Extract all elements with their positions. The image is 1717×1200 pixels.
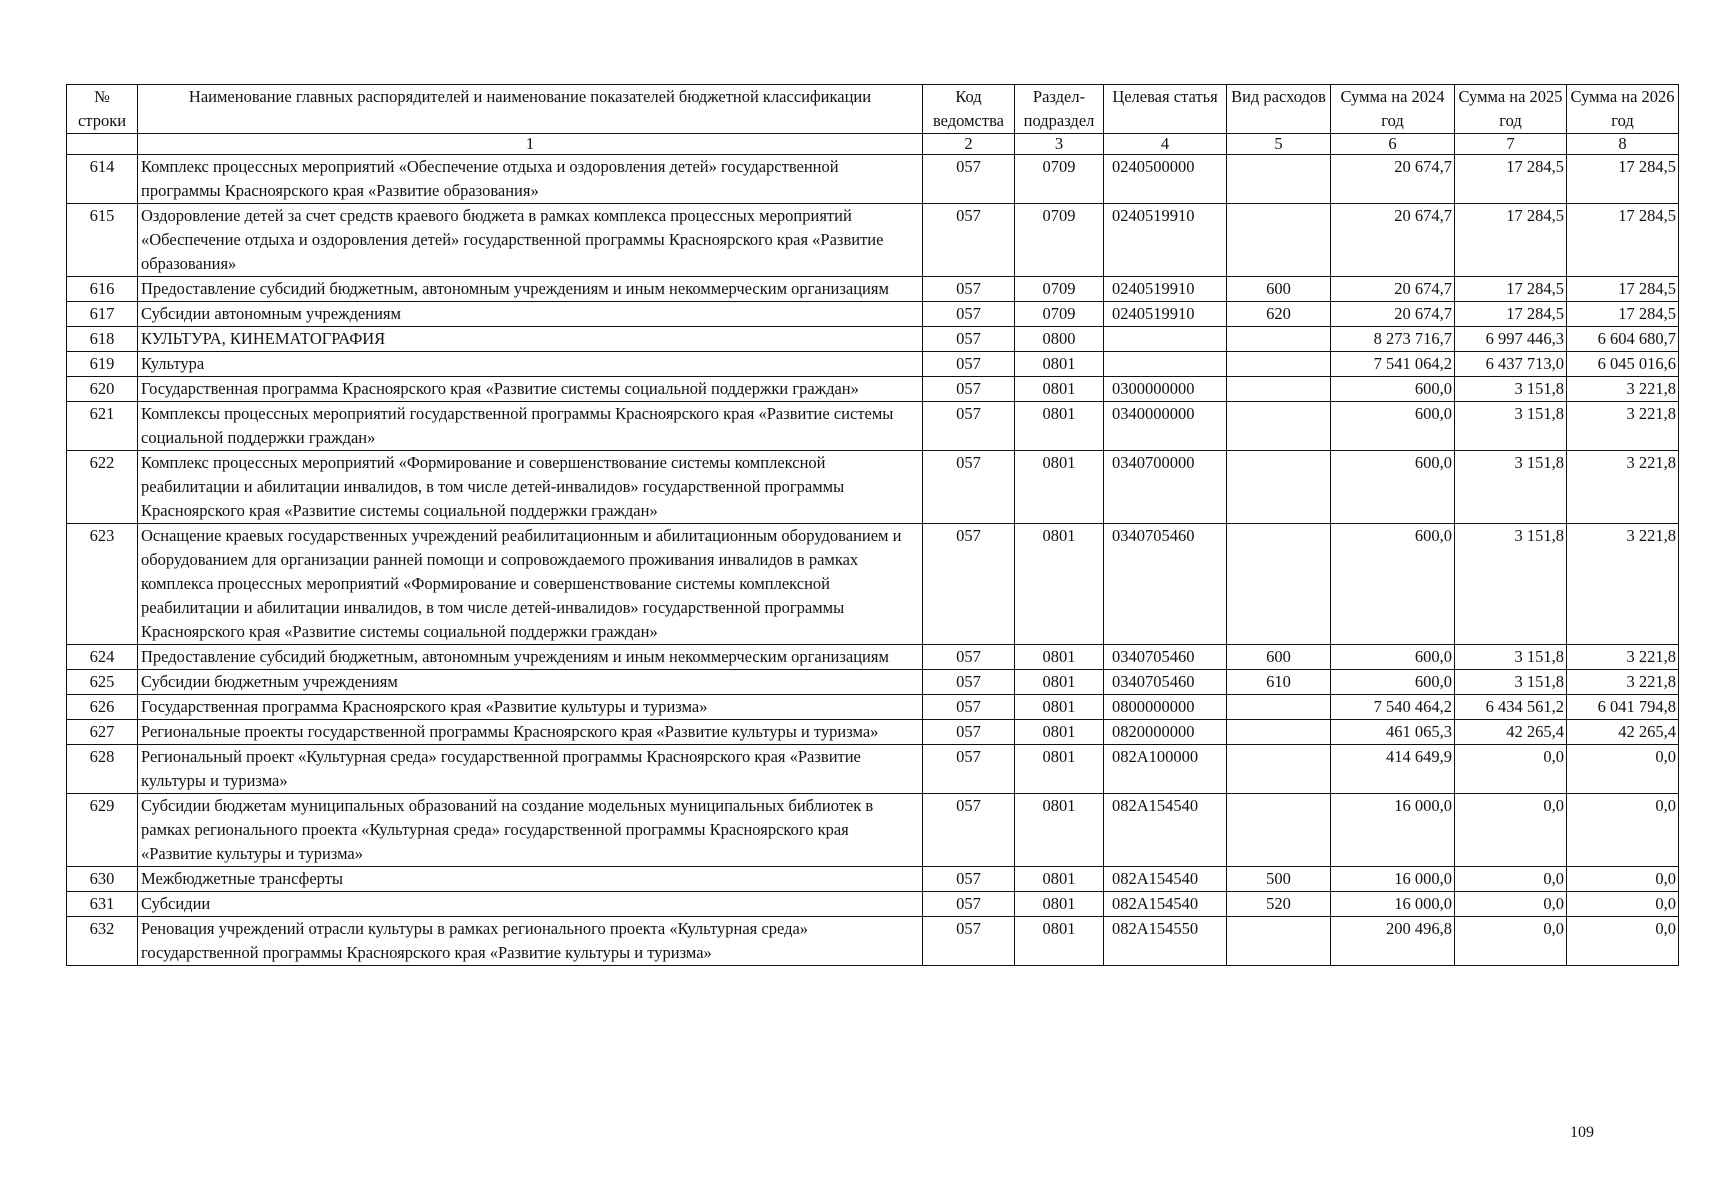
page-number: 109 xyxy=(1570,1124,1594,1141)
dept-code-cell: 057 xyxy=(923,277,1015,302)
sum-2026-cell: 0,0 xyxy=(1567,794,1679,867)
section-cell: 0801 xyxy=(1015,377,1104,402)
section-cell: 0801 xyxy=(1015,720,1104,745)
sum-2025-cell: 17 284,5 xyxy=(1455,302,1567,327)
sum-2025-cell: 42 265,4 xyxy=(1455,720,1567,745)
header-sum-2026: Сумма на 2026 год xyxy=(1567,85,1679,134)
sum-2025-cell: 0,0 xyxy=(1455,867,1567,892)
sum-2025-cell: 3 151,8 xyxy=(1455,524,1567,645)
sum-2025-cell: 3 151,8 xyxy=(1455,451,1567,524)
sum-2024-cell: 20 674,7 xyxy=(1331,204,1455,277)
table-row xyxy=(67,204,1679,277)
sum-2024-cell: 7 541 064,2 xyxy=(1331,352,1455,377)
section-cell: 0801 xyxy=(1015,524,1104,645)
row-number-cell: 614 xyxy=(67,155,138,204)
dept-code-cell: 057 xyxy=(923,402,1015,451)
sum-2026-cell: 0,0 xyxy=(1567,745,1679,794)
section-cell: 0709 xyxy=(1015,302,1104,327)
row-name-cell: КУЛЬТУРА, КИНЕМАТОГРАФИЯ xyxy=(138,327,923,352)
sum-2026-cell: 0,0 xyxy=(1567,892,1679,917)
sum-2024-cell: 16 000,0 xyxy=(1331,794,1455,867)
table-row xyxy=(67,794,1679,867)
expense-type-cell xyxy=(1227,155,1331,204)
target-article-cell xyxy=(1104,352,1227,377)
section-cell: 0801 xyxy=(1015,645,1104,670)
table-row xyxy=(67,451,1679,524)
section-cell: 0801 xyxy=(1015,402,1104,451)
row-name-cell: Субсидии бюджетам муниципальных образований на создание модельных муниципальных библиотек в рамках регионального проекта «Культурная среда» государственной программы Красноярского края «Развитие культуры и туризма» xyxy=(138,794,923,867)
expense-type-cell xyxy=(1227,720,1331,745)
expense-type-cell xyxy=(1227,745,1331,794)
sum-2025-cell: 3 151,8 xyxy=(1455,645,1567,670)
dept-code-cell: 057 xyxy=(923,720,1015,745)
sum-2026-cell: 3 221,8 xyxy=(1567,402,1679,451)
sum-2026-cell: 42 265,4 xyxy=(1567,720,1679,745)
column-number: 4 xyxy=(1104,134,1227,155)
table-row xyxy=(67,892,1679,917)
expense-type-cell xyxy=(1227,695,1331,720)
section-cell: 0801 xyxy=(1015,917,1104,966)
expense-type-cell xyxy=(1227,917,1331,966)
target-article-cell: 0800000000 xyxy=(1104,695,1227,720)
row-number-cell: 627 xyxy=(67,720,138,745)
dept-code-cell: 057 xyxy=(923,451,1015,524)
column-number: 8 xyxy=(1567,134,1679,155)
row-number-cell: 628 xyxy=(67,745,138,794)
dept-code-cell: 057 xyxy=(923,867,1015,892)
sum-2024-cell: 7 540 464,2 xyxy=(1331,695,1455,720)
sum-2026-cell: 6 045 016,6 xyxy=(1567,352,1679,377)
sum-2026-cell: 17 284,5 xyxy=(1567,302,1679,327)
header-row-no: № строки xyxy=(67,85,138,134)
row-name-cell: Субсидии бюджетным учреждениям xyxy=(138,670,923,695)
section-cell: 0709 xyxy=(1015,204,1104,277)
table-row xyxy=(67,524,1679,645)
sum-2026-cell: 0,0 xyxy=(1567,867,1679,892)
row-name-cell: Предоставление субсидий бюджетным, автономным учреждениям и иным некоммерческим организациям xyxy=(138,645,923,670)
sum-2024-cell: 600,0 xyxy=(1331,524,1455,645)
sum-2024-cell: 600,0 xyxy=(1331,377,1455,402)
dept-code-cell: 057 xyxy=(923,302,1015,327)
table-header-row xyxy=(67,85,1679,134)
table-row xyxy=(67,695,1679,720)
target-article-cell: 0300000000 xyxy=(1104,377,1227,402)
sum-2024-cell: 600,0 xyxy=(1331,645,1455,670)
column-number: 5 xyxy=(1227,134,1331,155)
row-number-cell: 632 xyxy=(67,917,138,966)
expense-type-cell: 600 xyxy=(1227,277,1331,302)
header-dept-code: Код ведомства xyxy=(923,85,1015,134)
section-cell: 0801 xyxy=(1015,745,1104,794)
sum-2024-cell: 16 000,0 xyxy=(1331,892,1455,917)
table-row xyxy=(67,352,1679,377)
expense-type-cell: 500 xyxy=(1227,867,1331,892)
section-cell: 0801 xyxy=(1015,892,1104,917)
expense-type-cell xyxy=(1227,204,1331,277)
expense-type-cell xyxy=(1227,402,1331,451)
row-name-cell: Субсидии xyxy=(138,892,923,917)
sum-2025-cell: 0,0 xyxy=(1455,892,1567,917)
sum-2026-cell: 3 221,8 xyxy=(1567,645,1679,670)
sum-2026-cell: 3 221,8 xyxy=(1567,670,1679,695)
table-row xyxy=(67,327,1679,352)
sum-2024-cell: 8 273 716,7 xyxy=(1331,327,1455,352)
row-name-cell: Субсидии автономным учреждениям xyxy=(138,302,923,327)
budget-table xyxy=(66,84,1679,966)
target-article-cell: 082A154540 xyxy=(1104,892,1227,917)
table-row xyxy=(67,277,1679,302)
sum-2025-cell: 0,0 xyxy=(1455,794,1567,867)
row-name-cell: Культура xyxy=(138,352,923,377)
sum-2025-cell: 0,0 xyxy=(1455,917,1567,966)
dept-code-cell: 057 xyxy=(923,745,1015,794)
sum-2026-cell: 3 221,8 xyxy=(1567,377,1679,402)
section-cell: 0801 xyxy=(1015,670,1104,695)
table-row xyxy=(67,720,1679,745)
row-number-cell: 624 xyxy=(67,645,138,670)
expense-type-cell xyxy=(1227,451,1331,524)
sum-2024-cell: 461 065,3 xyxy=(1331,720,1455,745)
section-cell: 0801 xyxy=(1015,794,1104,867)
sum-2024-cell: 20 674,7 xyxy=(1331,155,1455,204)
row-number-cell: 630 xyxy=(67,867,138,892)
dept-code-cell: 057 xyxy=(923,695,1015,720)
row-number-cell: 622 xyxy=(67,451,138,524)
target-article-cell: 082A154540 xyxy=(1104,867,1227,892)
column-number: 6 xyxy=(1331,134,1455,155)
row-number-cell: 625 xyxy=(67,670,138,695)
column-number: 1 xyxy=(138,134,923,155)
expense-type-cell: 610 xyxy=(1227,670,1331,695)
dept-code-cell: 057 xyxy=(923,917,1015,966)
sum-2026-cell: 0,0 xyxy=(1567,917,1679,966)
sum-2024-cell: 16 000,0 xyxy=(1331,867,1455,892)
target-article-cell: 0240519910 xyxy=(1104,302,1227,327)
dept-code-cell: 057 xyxy=(923,155,1015,204)
target-article-cell: 0240500000 xyxy=(1104,155,1227,204)
target-article-cell: 0340700000 xyxy=(1104,451,1227,524)
sum-2025-cell: 17 284,5 xyxy=(1455,204,1567,277)
dept-code-cell: 057 xyxy=(923,204,1015,277)
section-cell: 0709 xyxy=(1015,277,1104,302)
column-number: 3 xyxy=(1015,134,1104,155)
section-cell: 0709 xyxy=(1015,155,1104,204)
column-numbers-row xyxy=(67,134,1679,155)
table-body xyxy=(67,134,1679,966)
sum-2024-cell: 200 496,8 xyxy=(1331,917,1455,966)
column-number xyxy=(67,134,138,155)
table-row xyxy=(67,645,1679,670)
expense-type-cell xyxy=(1227,377,1331,402)
sum-2025-cell: 0,0 xyxy=(1455,745,1567,794)
table-row xyxy=(67,670,1679,695)
row-name-cell: Межбюджетные трансферты xyxy=(138,867,923,892)
section-cell: 0801 xyxy=(1015,352,1104,377)
header-section: Раздел-подраздел xyxy=(1015,85,1104,134)
sum-2026-cell: 17 284,5 xyxy=(1567,204,1679,277)
column-number: 2 xyxy=(923,134,1015,155)
row-number-cell: 631 xyxy=(67,892,138,917)
sum-2025-cell: 6 437 713,0 xyxy=(1455,352,1567,377)
header-sum-2024: Сумма на 2024 год xyxy=(1331,85,1455,134)
target-article-cell: 082A154550 xyxy=(1104,917,1227,966)
dept-code-cell: 057 xyxy=(923,645,1015,670)
row-name-cell: Государственная программа Красноярского края «Развитие системы социальной поддержки граждан» xyxy=(138,377,923,402)
sum-2026-cell: 6 041 794,8 xyxy=(1567,695,1679,720)
expense-type-cell xyxy=(1227,794,1331,867)
row-number-cell: 619 xyxy=(67,352,138,377)
row-number-cell: 618 xyxy=(67,327,138,352)
sum-2025-cell: 3 151,8 xyxy=(1455,377,1567,402)
dept-code-cell: 057 xyxy=(923,352,1015,377)
dept-code-cell: 057 xyxy=(923,377,1015,402)
sum-2025-cell: 17 284,5 xyxy=(1455,155,1567,204)
row-name-cell: Комплексы процессных мероприятий государственной программы Красноярского края «Развитие системы социальной поддержки граждан» xyxy=(138,402,923,451)
row-number-cell: 621 xyxy=(67,402,138,451)
section-cell: 0800 xyxy=(1015,327,1104,352)
table-row xyxy=(67,155,1679,204)
row-name-cell: Государственная программа Красноярского края «Развитие культуры и туризма» xyxy=(138,695,923,720)
target-article-cell: 0240519910 xyxy=(1104,277,1227,302)
target-article-cell: 0340705460 xyxy=(1104,524,1227,645)
sum-2024-cell: 20 674,7 xyxy=(1331,277,1455,302)
dept-code-cell: 057 xyxy=(923,524,1015,645)
expense-type-cell: 600 xyxy=(1227,645,1331,670)
target-article-cell: 082A154540 xyxy=(1104,794,1227,867)
header-name: Наименование главных распорядителей и наименование показателей бюджетной классификации xyxy=(138,85,923,134)
row-number-cell: 617 xyxy=(67,302,138,327)
row-name-cell: Региональный проект «Культурная среда» государственной программы Красноярского края «Развитие культуры и туризма» xyxy=(138,745,923,794)
sum-2025-cell: 6 997 446,3 xyxy=(1455,327,1567,352)
sum-2025-cell: 3 151,8 xyxy=(1455,670,1567,695)
row-name-cell: Предоставление субсидий бюджетным, автономным учреждениям и иным некоммерческим организациям xyxy=(138,277,923,302)
row-name-cell: Реновация учреждений отрасли культуры в рамках регионального проекта «Культурная среда» государственной программы Красноярского края «Развитие культуры и туризма» xyxy=(138,917,923,966)
row-number-cell: 623 xyxy=(67,524,138,645)
row-number-cell: 629 xyxy=(67,794,138,867)
sum-2026-cell: 3 221,8 xyxy=(1567,451,1679,524)
target-article-cell: 0340000000 xyxy=(1104,402,1227,451)
row-number-cell: 616 xyxy=(67,277,138,302)
section-cell: 0801 xyxy=(1015,867,1104,892)
column-number: 7 xyxy=(1455,134,1567,155)
dept-code-cell: 057 xyxy=(923,670,1015,695)
sum-2024-cell: 600,0 xyxy=(1331,402,1455,451)
table-row xyxy=(67,402,1679,451)
row-name-cell: Комплекс процессных мероприятий «Формирование и совершенствование системы комплексной реабилитации и абилитации инвалидов, в том числе детей-инвалидов» государственной программы Красноярского края «Развитие системы социальной поддержки граждан» xyxy=(138,451,923,524)
expense-type-cell xyxy=(1227,327,1331,352)
expense-type-cell xyxy=(1227,352,1331,377)
sum-2024-cell: 414 649,9 xyxy=(1331,745,1455,794)
dept-code-cell: 057 xyxy=(923,794,1015,867)
dept-code-cell: 057 xyxy=(923,327,1015,352)
expense-type-cell xyxy=(1227,524,1331,645)
header-expense-type: Вид расходов xyxy=(1227,85,1331,134)
row-name-cell: Комплекс процессных мероприятий «Обеспечение отдыха и оздоровления детей» государственной программы Красноярского края «Развитие образования» xyxy=(138,155,923,204)
dept-code-cell: 057 xyxy=(923,892,1015,917)
section-cell: 0801 xyxy=(1015,451,1104,524)
table-row xyxy=(67,302,1679,327)
row-number-cell: 620 xyxy=(67,377,138,402)
row-name-cell: Оснащение краевых государственных учреждений реабилитационным и абилитационным оборудованием и оборудованием для организации ранней помощи и сопровождаемого проживания инвалидов в рамках комплекса процессных мероприятий «Формирование и совершенствование системы комплексной реабилитации и абилитации инвалидов, в том числе детей-инвалидов» государственной программы Красноярского края «Развитие системы социальной поддержки граждан» xyxy=(138,524,923,645)
sum-2026-cell: 3 221,8 xyxy=(1567,524,1679,645)
target-article-cell: 0820000000 xyxy=(1104,720,1227,745)
target-article-cell xyxy=(1104,327,1227,352)
header-sum-2025: Сумма на 2025 год xyxy=(1455,85,1567,134)
target-article-cell: 082A100000 xyxy=(1104,745,1227,794)
target-article-cell: 0340705460 xyxy=(1104,670,1227,695)
sum-2024-cell: 600,0 xyxy=(1331,670,1455,695)
sum-2026-cell: 17 284,5 xyxy=(1567,155,1679,204)
target-article-cell: 0240519910 xyxy=(1104,204,1227,277)
row-name-cell: Региональные проекты государственной программы Красноярского края «Развитие культуры и туризма» xyxy=(138,720,923,745)
table-row xyxy=(67,867,1679,892)
sum-2025-cell: 3 151,8 xyxy=(1455,402,1567,451)
expense-type-cell: 520 xyxy=(1227,892,1331,917)
row-number-cell: 626 xyxy=(67,695,138,720)
expense-type-cell: 620 xyxy=(1227,302,1331,327)
sum-2025-cell: 17 284,5 xyxy=(1455,277,1567,302)
sum-2026-cell: 17 284,5 xyxy=(1567,277,1679,302)
section-cell: 0801 xyxy=(1015,695,1104,720)
sum-2024-cell: 600,0 xyxy=(1331,451,1455,524)
sum-2026-cell: 6 604 680,7 xyxy=(1567,327,1679,352)
sum-2024-cell: 20 674,7 xyxy=(1331,302,1455,327)
target-article-cell: 0340705460 xyxy=(1104,645,1227,670)
header-target: Целевая статья xyxy=(1104,85,1227,134)
row-number-cell: 615 xyxy=(67,204,138,277)
table-row xyxy=(67,377,1679,402)
sum-2025-cell: 6 434 561,2 xyxy=(1455,695,1567,720)
table-row xyxy=(67,917,1679,966)
row-name-cell: Оздоровление детей за счет средств краевого бюджета в рамках комплекса процессных мероприятий «Обеспечение отдыха и оздоровления детей» государственной программы Красноярского края «Развитие образования» xyxy=(138,204,923,277)
table-row xyxy=(67,745,1679,794)
